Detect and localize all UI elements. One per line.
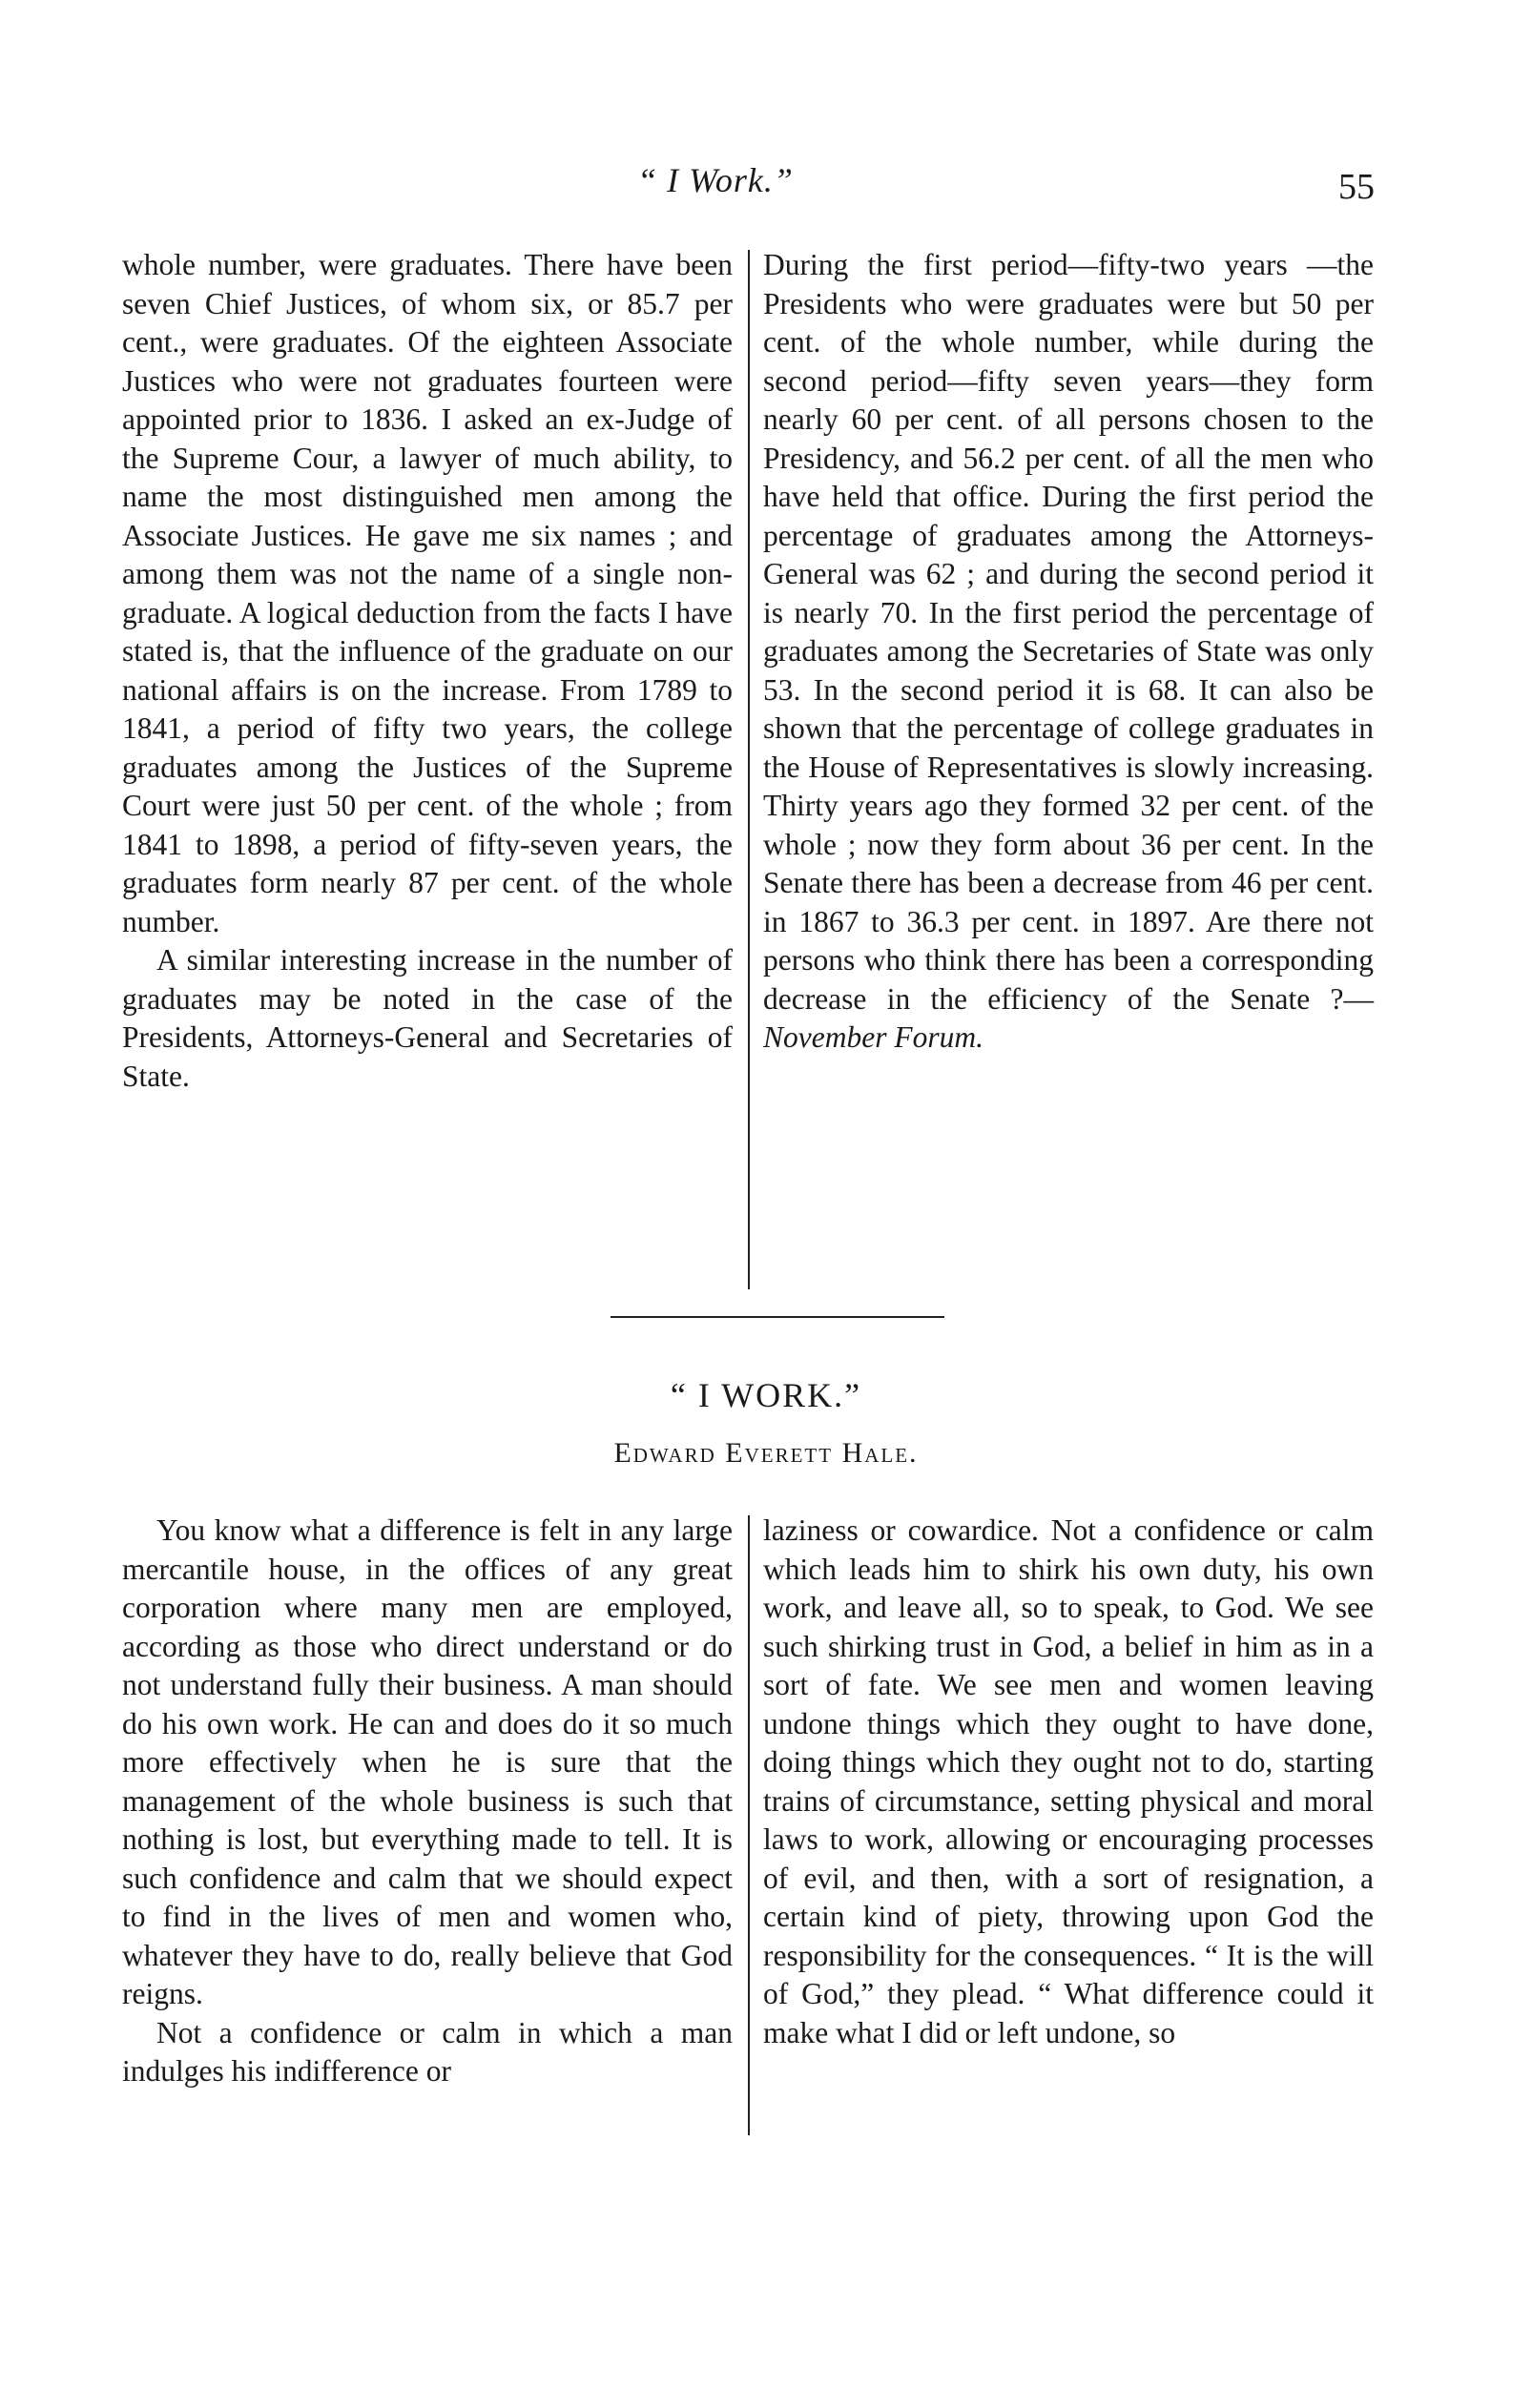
bottom-left-column (122, 1512, 733, 2091)
top-right-paragraph (763, 246, 1374, 1058)
page-number: 55 (1338, 167, 1375, 207)
source-credit: November Forum. (763, 1020, 983, 1054)
article-author: Edward Everett Hale. (613, 1437, 919, 1469)
column-divider (748, 250, 750, 1289)
section-divider (611, 1316, 944, 1318)
top-left-paragraph-2: A similar interesting increase in the number of graduates may be noted in the case of the Presidents, Attorneys-General and Secretaries of State. (122, 943, 733, 1093)
running-head (0, 160, 1532, 217)
top-right-column (763, 246, 1374, 1058)
top-section (122, 246, 1383, 1305)
bottom-left-paragraph-1: You know what a difference is felt in any large mercantile house, in the offices of any great corporation where many men are employed, according as those who direct understand or do not understand fully their business. A man should do his own work. He can and does do it so much more effectively when he is sure that the management of the whole business is such that nothing is lost, but everything made to tell. It is such confidence and calm that we should expect to find in the lives of men and women who, whatever they have to do, really believe that God reigns. (122, 1513, 733, 2010)
bottom-left-paragraph-2: Not a confidence or calm in which a man indulges his indifference or (122, 2015, 733, 2088)
top-left-paragraph-1: whole number, were graduates. There have been seven Chief Justices, of whom six, or 85.7 per cent., were graduates. Of the eighteen Associate Justices who were not graduates fourteen were appointed prior to 1836. I asked an ex-Judge of the Supreme Cour, a lawyer of much ability, to name the most distinguished men among the Associate Justices. He gave me six names ; and among them was not the name of a single non-graduate. A logical deduction from the facts I have stated is, that the influence of the graduate on our national affairs is on the increase. From 1789 to 1841, a period of fifty two years, the college graduates among the Justices of the Supreme Court were just 50 per cent. of the whole ; from 1841 to 1898, a period of fifty-seven years, the graduates form nearly 87 per cent. of the whole number. (122, 248, 733, 938)
bottom-right-paragraph: laziness or cowardice. Not a confidence or calm which leads him to shirk his own duty, his own work, and leave all, so to speak, to God. We see such shirking trust in God, a belief in him as in a sort of fate. We see men and women leaving undone things which they ought to have done, doing things which they ought not to do, starting trains of circumstance, setting physical and moral laws to work, allowing or encouraging processes of evil, and then, with a sort of resignation, a certain kind of piety, throwing upon God the responsibility for the consequences. “ It is the will of God,” they plead. “ What difference could it make what I did or left undone, so (763, 1513, 1374, 2049)
top-left-column (122, 246, 733, 1096)
article-title: “ I WORK.” (670, 1376, 862, 1414)
column-divider (748, 1515, 750, 2135)
bottom-right-column (763, 1512, 1374, 2052)
top-right-text: During the first period—fifty-two years —the Presidents who were graduates were but 50 per cent. of the whole number, while during the second period—fifty seven years—they form nearly 60 per cent. of all persons chosen to the Presidency, and 56.2 per cent. of all the men who have held that office. During the first period the percentage of graduates among the Attorneys-General was 62 ; and during the second period it is nearly 70. In the first period the percentage of graduates among the Secretaries of State was only 53. In the second period it is 68. It can also be shown that the percentage of college graduates in the House of Representatives is slowly increasing. Thirty years ago they formed 32 per cent. of the whole ; now they form about 36 per cent. In the Senate there has been a decrease from 46 per cent. in 1867 to 36.3 per cent. in 1897. Are there not persons who think there has been a corresponding decrease in the efficiency of the Senate ?— (763, 248, 1374, 1016)
running-title: “ I Work.” (637, 161, 794, 199)
bottom-section (122, 1512, 1383, 2122)
